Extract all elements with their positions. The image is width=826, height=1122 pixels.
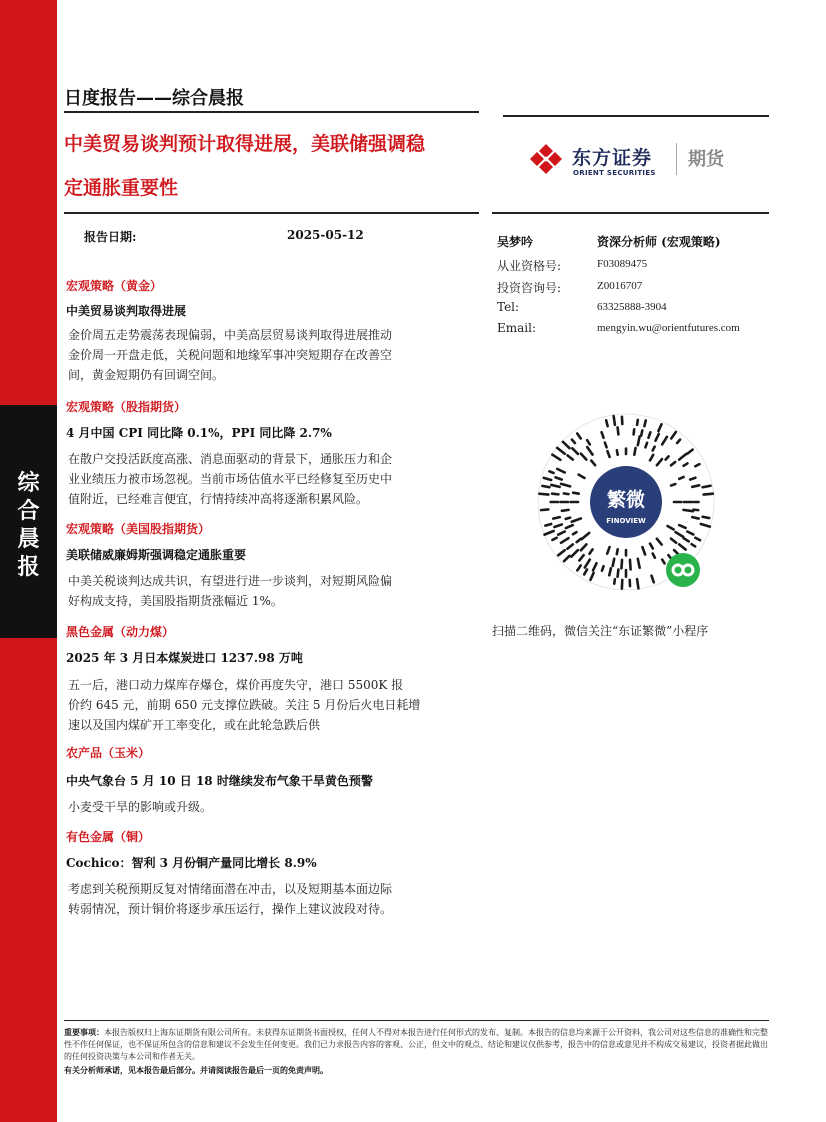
qr-ray <box>637 420 638 425</box>
qr-ray <box>644 421 645 427</box>
qr-ray <box>614 579 615 583</box>
brand-futures: 期货 <box>688 149 724 170</box>
qr-center-label-en: FINOVIEW <box>606 517 646 525</box>
qr-ray <box>618 570 619 577</box>
qr-ray <box>703 517 710 518</box>
section-body <box>68 879 470 919</box>
qr-ray <box>648 432 650 438</box>
qr-ray <box>573 532 576 534</box>
body-line: 小麦受干旱的影响或升级。 <box>68 800 213 814</box>
date-label: 报告日期: <box>84 230 137 244</box>
analyst-commitment-note: 有关分析师承诺，见本报告最后部分。并请阅读报告最后一页的免责声明。 <box>64 1065 328 1075</box>
brand-separator <box>676 143 677 175</box>
sidebar-char: 报 <box>17 555 40 580</box>
section-category: 黑色金属（动力煤） <box>66 625 175 639</box>
section-category: 宏观策略（美国股指期货） <box>66 522 211 536</box>
qr-ray <box>614 416 615 425</box>
field-value: F03089475 <box>597 258 648 270</box>
qr-ray <box>549 471 553 473</box>
qr-ray <box>606 420 607 426</box>
qr-ray <box>564 493 569 494</box>
section-category: 宏观策略（股指期货） <box>66 400 187 414</box>
report-date: 2025-05-12 <box>287 228 364 242</box>
field-label: 从业资格号: <box>497 259 562 273</box>
brand-name-en: ORIENT SECURITIES <box>573 169 656 177</box>
section-body <box>68 675 470 735</box>
body-line: 在散户交投活跃度高涨、消息面驱动的背景下，通胀压力和企 <box>68 452 393 466</box>
qr-ray <box>638 559 640 568</box>
body-line: 金价周一开盘走低，关税问题和地缘军事冲突短期存在改善空 <box>68 348 393 362</box>
sidebar-char: 合 <box>17 499 40 524</box>
qr-ray <box>637 579 638 588</box>
field-label: Tel: <box>497 300 520 314</box>
body-line: 转弱情况，预计铜价将逐步承压运行，操作上建议波段对待。 <box>68 902 393 916</box>
section-category: 有色金属（铜） <box>66 830 151 844</box>
field-value: Z0016707 <box>597 280 643 292</box>
qr-ray <box>618 427 619 434</box>
qr-ray <box>545 524 551 526</box>
body-line: 中美关税谈判达成共识，有望进行进一步谈判，对短期风险偏 <box>68 574 393 588</box>
section-headline: 中央气象台 5 月 10 日 18 时继续发布气象干旱黄色预警 <box>66 774 373 788</box>
qr-ray <box>671 484 675 486</box>
sidebar-char: 综 <box>17 471 40 496</box>
body-line: 值附近，已经难言便宜，行情持续冲高将逐渐积累风险。 <box>68 492 369 506</box>
section-body <box>68 797 470 817</box>
qr-ray <box>566 518 570 519</box>
brand-name: 东方证券 <box>572 147 653 169</box>
section-category: 农产品（玉米） <box>66 746 151 760</box>
brand-rule-bottom <box>492 212 769 214</box>
report-series: 日度报告——综合晨报 <box>64 88 244 109</box>
analyst-role: 资深分析师 (宏观策略) <box>597 235 721 249</box>
qr-ray <box>609 568 611 575</box>
orient-logo-icon <box>528 143 564 175</box>
qr-ray <box>634 448 635 455</box>
section-category: 宏观策略（黄金） <box>66 279 163 293</box>
field-label: 投资咨询号: <box>497 281 562 295</box>
title-line-1: 中美贸易谈判预计取得进展，美联储强调稳 <box>64 133 426 155</box>
body-line: 金价周五走势震荡表现偏弱，中美高层贸易谈判取得进展推动 <box>68 328 393 342</box>
analyst-name: 吴梦吟 <box>497 235 534 249</box>
header-rule-bottom <box>64 212 479 214</box>
qr-ray <box>694 510 699 511</box>
qr-ray <box>617 450 618 454</box>
page-title <box>64 122 504 210</box>
qr-ray <box>638 436 640 445</box>
section-body <box>68 571 470 611</box>
footer-rule <box>64 1020 769 1021</box>
sidebar-label <box>0 470 57 582</box>
header-rule-top <box>64 111 479 113</box>
section-headline: 美联储威廉姆斯强调稳定通胀重要 <box>66 548 247 562</box>
body-line: 业业绩压力被市场忽视。当前市场估值水平已经修复至历史中 <box>68 472 393 486</box>
qr-ray <box>704 494 713 495</box>
qr-ray <box>641 430 642 435</box>
qr-ray <box>692 517 698 518</box>
qr-ray <box>690 478 695 480</box>
qr-ray <box>539 494 548 495</box>
qr-ray <box>552 494 558 495</box>
body-line: 考虑到关税预期反复对情绪面潜在冲击，以及短期基本面边际 <box>68 882 393 896</box>
qr-ray <box>617 549 618 554</box>
qr-ray <box>553 517 559 518</box>
qr-ray <box>573 493 579 494</box>
qr-ray <box>703 486 711 488</box>
qr-ray <box>679 477 683 479</box>
body-line: 间，黄金短期仍有回调空间。 <box>68 368 225 382</box>
qr-code-icon[interactable] <box>536 412 716 592</box>
disclaimer <box>64 1026 770 1063</box>
title-line-2: 定通胀重要性 <box>64 177 179 199</box>
qr-ray <box>621 560 622 568</box>
body-line: 五一后，港口动力煤库存爆仓，煤价再度失守，港口 5500K 报 <box>68 678 404 692</box>
qr-ray <box>541 509 548 510</box>
disclaimer-text: 本报告版权归上海东证期货有限公司所有。未获得东证期货书面授权，任何人不得对本报告进行任何形式的发布、复制。本报告的信息均来源于公开资料，我公司对这些信息的准确性和完整性不作任何保证，也不保证所包含的信息和建议不会发生任何变更。我们已力求报告内容的客观、公正，但文中的观点、结论和建议仅供参考，报告中的信息或意见并不构成交易建议，投资者据此做出的任何投资决策与本公司和作者无关。 <box>64 1028 768 1061</box>
field-value: 63325888-3904 <box>597 301 667 313</box>
brand-rule-top <box>503 115 769 117</box>
body-line: 价约 645 元，前期 650 元支撑位跌破。关注 5 月份后火电日耗增 <box>68 698 421 712</box>
qr-ray <box>542 486 549 487</box>
disclaimer-label: 重要事项： <box>64 1027 104 1037</box>
qr-center-label: 繁微 <box>606 489 646 511</box>
section-headline: 中美贸易谈判取得进展 <box>66 304 187 318</box>
qr-ray <box>645 443 647 448</box>
sidebar-char: 晨 <box>17 527 40 552</box>
section-body <box>68 449 470 509</box>
qr-ray <box>602 432 604 438</box>
section-headline: Cochico：智利 3 月份铜产量同比增长 8.9% <box>66 856 317 870</box>
qr-ray <box>692 485 699 487</box>
field-label: Email: <box>497 321 537 335</box>
qr-ray <box>634 429 635 434</box>
email-link[interactable]: mengyin.wu@orientfutures.com <box>597 322 740 334</box>
qr-ray <box>613 559 614 566</box>
qr-ray <box>605 443 607 448</box>
qr-ray <box>630 560 631 570</box>
qr-ray <box>562 510 569 511</box>
qr-ray <box>602 566 604 570</box>
qr-ray <box>683 510 693 511</box>
section-headline: 2025 年 3 月日本煤炭进口 1237.98 万吨 <box>66 651 303 665</box>
qr-ray <box>653 447 655 451</box>
body-line: 好构成支持，美国股指期货涨幅近 1%。 <box>68 594 283 608</box>
section-headline: 4 月中国 CPI 同比降 0.1%，PPI 同比降 2.7% <box>66 426 332 440</box>
qr-caption: 扫描二维码，微信关注“东证繁微”小程序 <box>492 624 709 638</box>
section-body <box>68 325 470 385</box>
body-line: 速以及国内煤矿开工率变化，或在此轮急跌后供 <box>68 718 321 732</box>
